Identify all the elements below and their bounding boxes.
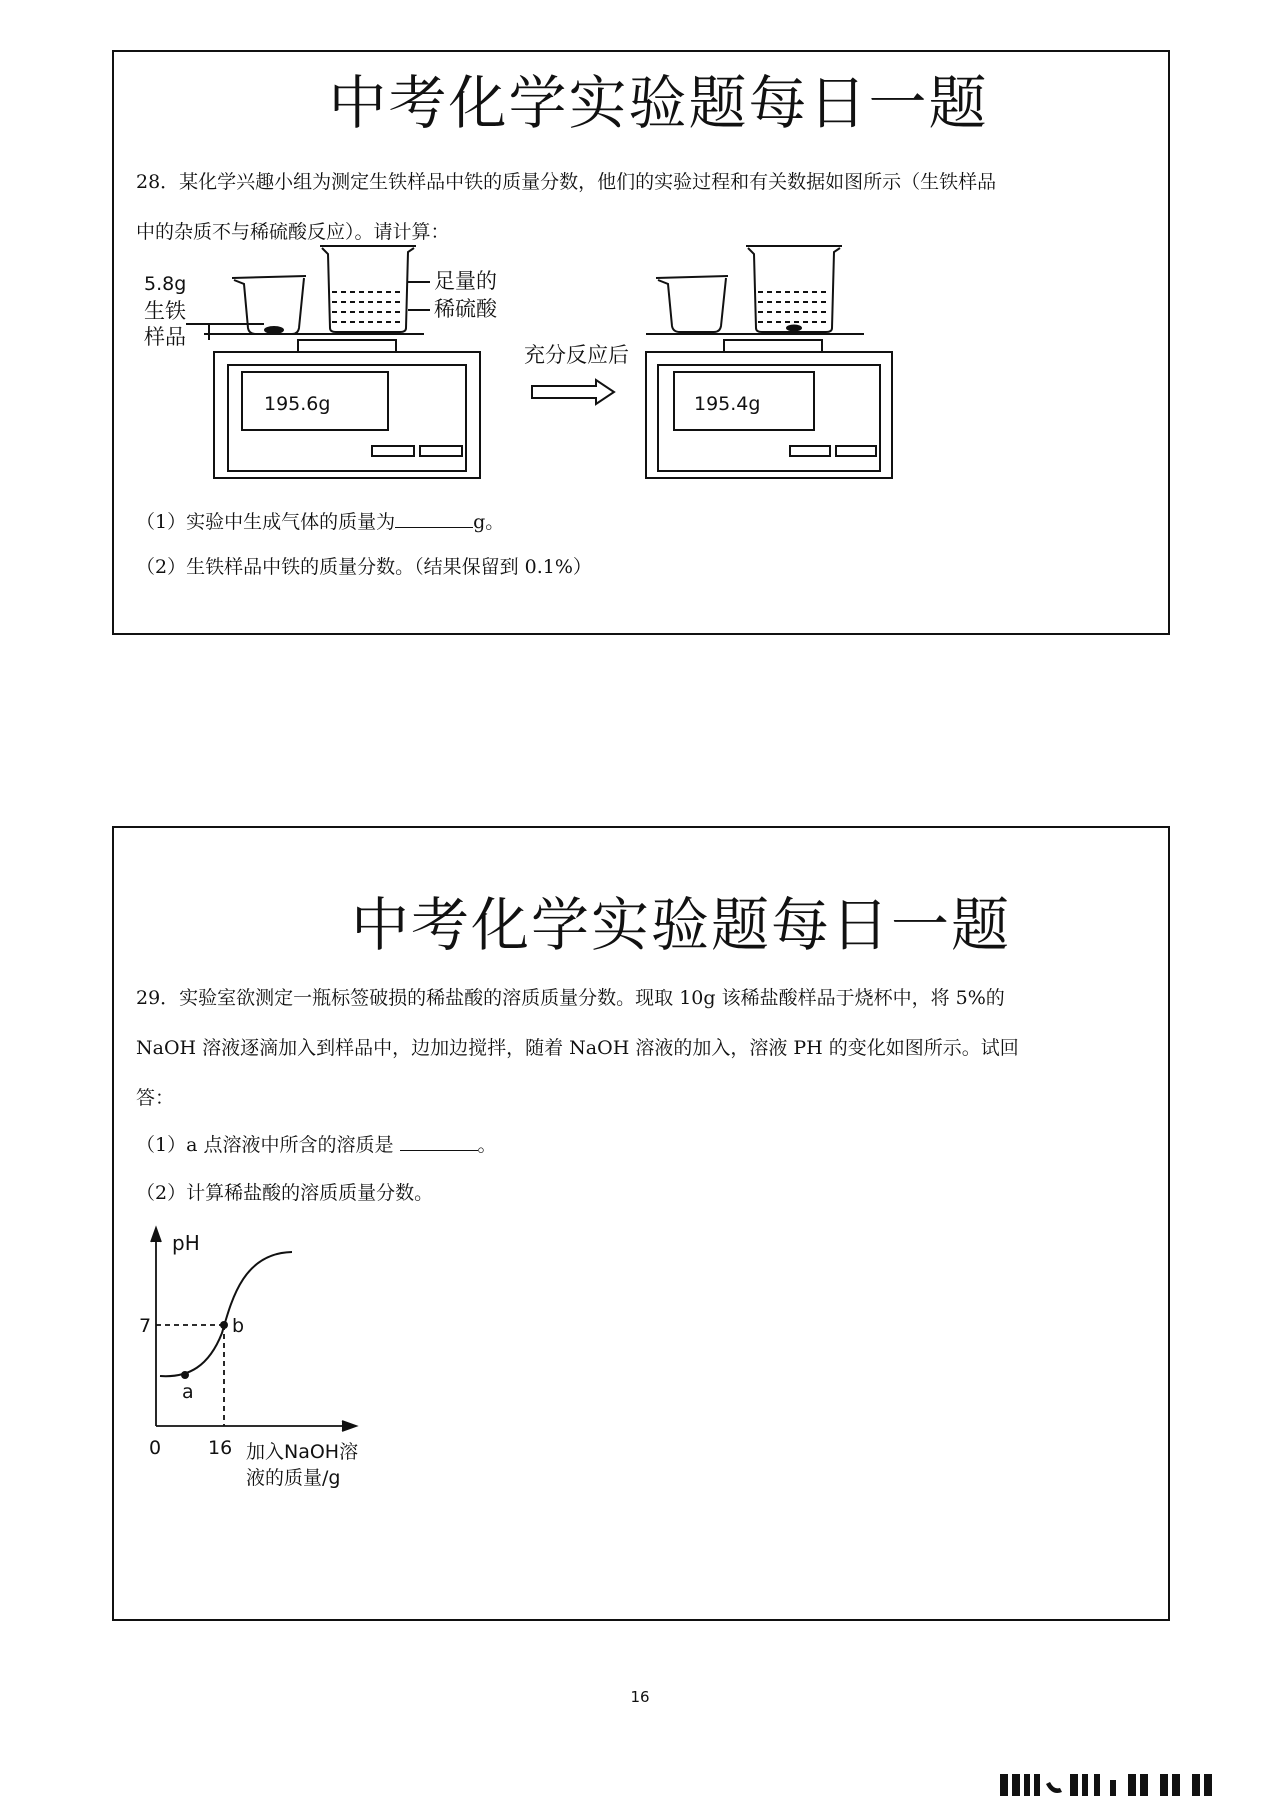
arrow-label: 充分反应后 <box>524 343 629 367</box>
y-axis-label: pH <box>172 1231 200 1255</box>
question-text-line1: 28．某化学兴趣小组为测定生铁样品中铁的质量分数，他们的实验过程和有关数据如图所示（生铁样品 <box>136 171 997 193</box>
sample-mass-label: 5.8g <box>144 273 187 295</box>
sub-question-2: （2）计算稀盐酸的溶质质量分数。 <box>136 1182 434 1204</box>
answer-blank[interactable] <box>400 1132 478 1151</box>
acid-label-2: 稀硫酸 <box>434 297 497 321</box>
page-number: 16 <box>630 1688 650 1706</box>
point-b <box>220 1321 228 1329</box>
sub-question-2: （2）生铁样品中铁的质量分数。（结果保留到 0.1%） <box>136 556 592 578</box>
y-tick-7: 7 <box>139 1315 152 1337</box>
x-tick-16: 16 <box>208 1437 233 1459</box>
point-b-label: b <box>232 1315 245 1337</box>
sub-question-1-text: （1）a 点溶液中所含的溶质是 <box>136 1134 400 1156</box>
sub-question-1 <box>136 497 1148 547</box>
sample-label-2: 样品 <box>144 325 186 349</box>
point-a <box>181 1371 189 1379</box>
answer-blank[interactable] <box>395 509 473 528</box>
sub-question-1 <box>136 1120 1148 1170</box>
acid-label-1: 足量的 <box>434 269 497 293</box>
ph-curve-graph <box>134 1218 394 1498</box>
card-title: 中考化学实验题每日一题 <box>328 69 989 137</box>
sub-question-1-text: （1）实验中生成气体的质量为 <box>136 511 396 533</box>
point-a-label: a <box>182 1381 194 1403</box>
sample-label-1: 生铁 <box>144 299 186 323</box>
question-text-line3: 答： <box>136 1087 175 1109</box>
x-axis-label-2: 液的质量/g <box>246 1467 341 1489</box>
question-28-card <box>112 50 1170 635</box>
ph-curve <box>160 1252 292 1376</box>
card-title: 中考化学实验题每日一题 <box>350 891 1011 959</box>
sub-question-1-unit: g。 <box>473 511 505 533</box>
question-text-line1: 29．实验室欲测定一瓶标签破损的稀盐酸的溶质质量分数。现取 10g 该稀盐酸样品于烧杯中，将 5%的 <box>136 987 1005 1009</box>
sub-question-1-end: 。 <box>477 1134 497 1156</box>
x-axis-label-1: 加入NaOH溶 <box>246 1441 359 1463</box>
question-29-card <box>112 826 1170 1621</box>
question-text-line2: NaOH 溶液逐滴加入到样品中，边加边搅拌，随着 NaOH 溶液的加入，溶液 PH 的变化如图所示。试回 <box>136 1037 1019 1059</box>
reading-before: 195.6g <box>264 393 331 415</box>
origin-label: 0 <box>149 1437 162 1459</box>
reading-after: 195.4g <box>694 393 761 415</box>
balance-experiment-figure <box>134 232 994 492</box>
question-text-line2: 中的杂质不与稀硫酸反应）。请计算： <box>136 221 450 243</box>
watermark-logo <box>1000 1770 1255 1798</box>
